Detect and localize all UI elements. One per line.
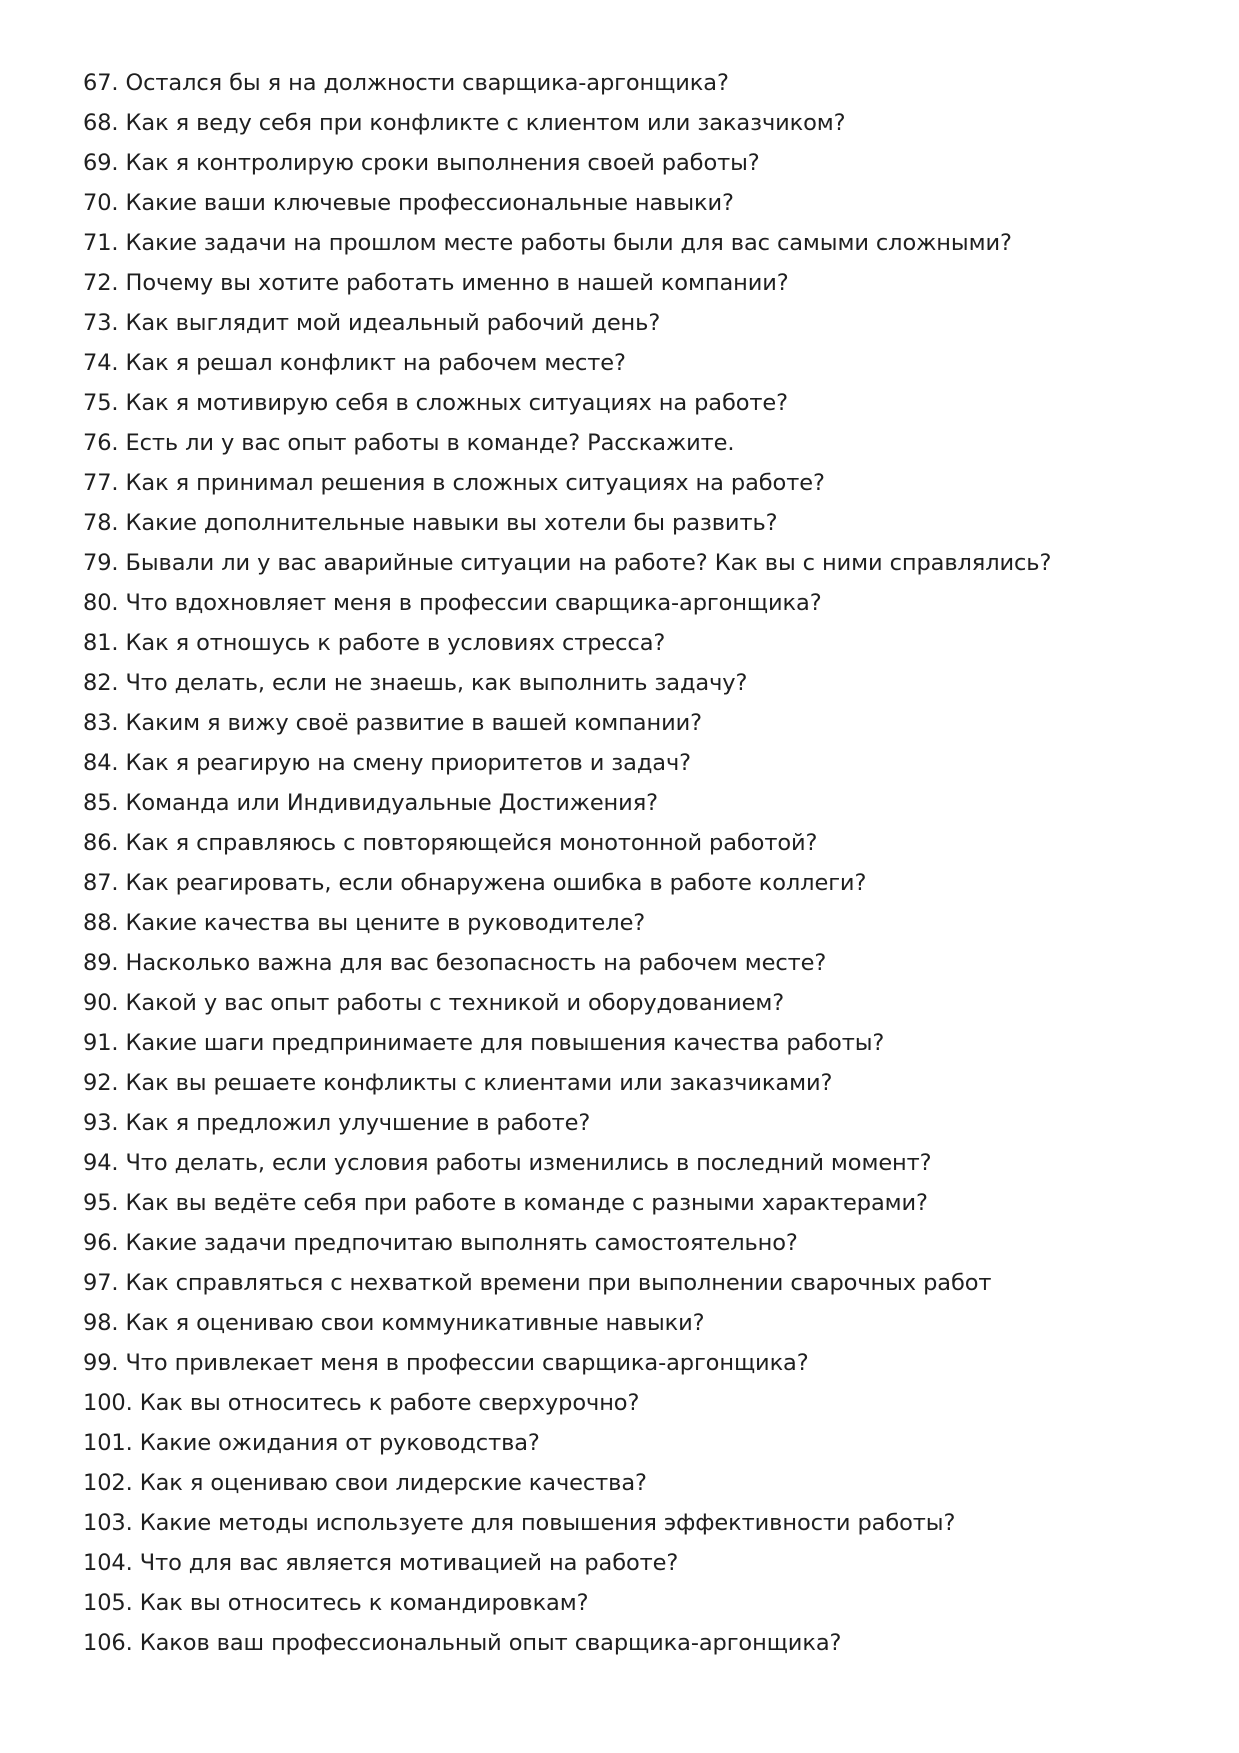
question-item-97: 97. Как справляться с нехваткой времени при выполнении сварочных работ bbox=[83, 1270, 992, 1296]
question-item-67: 67. Остался бы я на должности сварщика-аргонщика? bbox=[83, 70, 729, 96]
question-item-102: 102. Как я оцениваю свои лидерские качества? bbox=[83, 1470, 647, 1496]
question-item-100: 100. Как вы относитесь к работе сверхурочно? bbox=[83, 1390, 640, 1416]
question-item-70: 70. Какие ваши ключевые профессиональные навыки? bbox=[83, 190, 734, 216]
question-item-80: 80. Что вдохновляет меня в профессии сварщика-аргонщика? bbox=[83, 590, 822, 616]
question-item-75: 75. Как я мотивирую себя в сложных ситуациях на работе? bbox=[83, 390, 788, 416]
question-item-86: 86. Как я справляюсь с повторяющейся монотонной работой? bbox=[83, 830, 818, 856]
question-item-82: 82. Что делать, если не знаешь, как выполнить задачу? bbox=[83, 670, 748, 696]
question-item-78: 78. Какие дополнительные навыки вы хотели бы развить? bbox=[83, 510, 778, 536]
question-list bbox=[83, 63, 1183, 1663]
question-item-68: 68. Как я веду себя при конфликте с клиентом или заказчиком? bbox=[83, 110, 846, 136]
question-item-88: 88. Какие качества вы цените в руководителе? bbox=[83, 910, 646, 936]
question-item-93: 93. Как я предложил улучшение в работе? bbox=[83, 1110, 591, 1136]
question-item-72: 72. Почему вы хотите работать именно в нашей компании? bbox=[83, 270, 789, 296]
question-item-92: 92. Как вы решаете конфликты с клиентами или заказчиками? bbox=[83, 1070, 833, 1096]
question-item-87: 87. Как реагировать, если обнаружена ошибка в работе коллеги? bbox=[83, 870, 867, 896]
question-item-69: 69. Как я контролирую сроки выполнения своей работы? bbox=[83, 150, 760, 176]
question-item-76: 76. Есть ли у вас опыт работы в команде? Расскажите. bbox=[83, 430, 735, 456]
question-item-104: 104. Что для вас является мотивацией на работе? bbox=[83, 1550, 679, 1576]
question-item-99: 99. Что привлекает меня в профессии сварщика-аргонщика? bbox=[83, 1350, 809, 1376]
question-item-101: 101. Какие ожидания от руководства? bbox=[83, 1430, 540, 1456]
question-item-85: 85. Команда или Индивидуальные Достижения? bbox=[83, 790, 658, 816]
question-item-84: 84. Как я реагирую на смену приоритетов и задач? bbox=[83, 750, 692, 776]
question-item-94: 94. Что делать, если условия работы изменились в последний момент? bbox=[83, 1150, 932, 1176]
question-item-91: 91. Какие шаги предпринимаете для повышения качества работы? bbox=[83, 1030, 885, 1056]
question-item-74: 74. Как я решал конфликт на рабочем месте? bbox=[83, 350, 626, 376]
question-item-79: 79. Бывали ли у вас аварийные ситуации на работе? Как вы с ними справлялись? bbox=[83, 550, 1052, 576]
question-item-81: 81. Как я отношусь к работе в условиях стресса? bbox=[83, 630, 666, 656]
question-item-71: 71. Какие задачи на прошлом месте работы были для вас самыми сложными? bbox=[83, 230, 1012, 256]
question-item-106: 106. Каков ваш профессиональный опыт сварщика-аргонщика? bbox=[83, 1630, 842, 1656]
question-item-103: 103. Какие методы используете для повышения эффективности работы? bbox=[83, 1510, 956, 1536]
question-item-83: 83. Каким я вижу своё развитие в вашей компании? bbox=[83, 710, 702, 736]
question-item-105: 105. Как вы относитесь к командировкам? bbox=[83, 1590, 589, 1616]
question-item-96: 96. Какие задачи предпочитаю выполнять самостоятельно? bbox=[83, 1230, 798, 1256]
question-item-77: 77. Как я принимал решения в сложных ситуациях на работе? bbox=[83, 470, 825, 496]
question-item-73: 73. Как выглядит мой идеальный рабочий день? bbox=[83, 310, 661, 336]
question-item-98: 98. Как я оцениваю свои коммуникативные навыки? bbox=[83, 1310, 705, 1336]
question-item-95: 95. Как вы ведёте себя при работе в команде с разными характерами? bbox=[83, 1190, 928, 1216]
question-item-90: 90. Какой у вас опыт работы с техникой и оборудованием? bbox=[83, 990, 785, 1016]
question-item-89: 89. Насколько важна для вас безопасность на рабочем месте? bbox=[83, 950, 827, 976]
